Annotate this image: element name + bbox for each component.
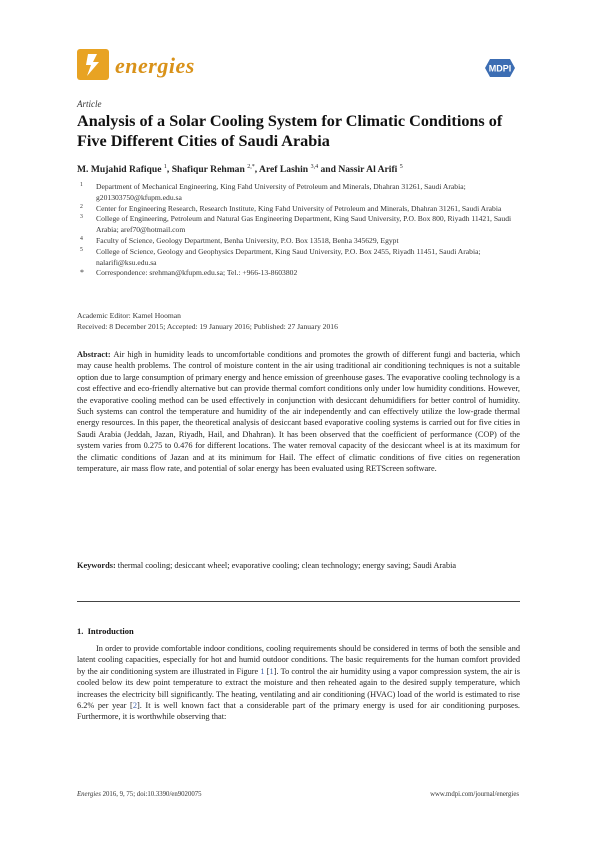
- section-divider: [77, 601, 520, 602]
- energies-logo-icon: [77, 49, 109, 80]
- footer-doi: 2016, 9, 75; doi:10.3390/en9020075: [100, 791, 202, 798]
- footer-url[interactable]: www.mdpi.com/journal/energies: [430, 791, 519, 798]
- keywords: [77, 560, 520, 571]
- affiliation-text: College of Engineering, Petroleum and Natural Gas Engineering Department, King Saud University, P.O. Box 800, Riyadh 11421, Saudi Arabia; aref70@hotmail.com: [96, 214, 512, 235]
- article-type: Article: [77, 99, 102, 109]
- body-text-segment: ]. To control the air humidity using a vapor compression system, the air is cooled below its dew point temperature to extract the moisture and then reheated again to the desired supply temperature, which increases the electricity bill significantly. The heating, ventilating and air conditioning (HVAC) load of the world is estimated to rise 6.2% per year [: [77, 666, 520, 711]
- paper-title: Analysis of a Solar Cooling System for Climatic Conditions of Five Different Cities of Saudi Arabia: [77, 112, 503, 150]
- section-heading: [77, 626, 134, 636]
- abstract: [77, 349, 520, 474]
- author-affil-sup: 2,*: [247, 164, 255, 170]
- affiliation-item: [77, 214, 522, 236]
- body-text-segment: In order to provide comfortable indoor conditions, cooling requirements should be considered in terms of both the sensible and latent cooling capacities, especially for hot and humid outdoor conditions. The basic requirements for the human comfort provided by the air conditioning system are illustrated in Figure: [77, 644, 520, 676]
- affiliation-text: Center for Engineering Research, Research Institute, King Fahd University of Petroleum and Minerals, Dhahran 31261, Saudi Arabia: [96, 203, 502, 213]
- footer-citation: [77, 791, 202, 798]
- affiliation-number: 4: [80, 235, 83, 242]
- affiliation-number: 1: [80, 182, 83, 188]
- abstract-text: Air high in humidity leads to uncomfortable conditions and promotes the growth of different fungi and bacteria, which may cause health problems. The control of moisture content in the air using traditional air conditioning techniques is not a suitable option due to large consumption of primary energy and hence emission of greenhouse gases. The evaporative cooling technology is a cost effective and eco-friendly alternative but can provide thermal comfort conditions only under low humidity conditions. However, the evaporative cooling method can be used effectively in conjunction with desiccant dehumidifiers for better control of humidity. Such systems can control the temperature and humidity of the air independently and can effectively utilize the low-grade thermal energy resources. In this paper, the theoretical analysis of desiccant based evaporative cooling systems is carried out for five cities in Saudi Arabia (Jeddah, Jazan, Riyadh, Hail, and Dhahran). It has been observed that the coefficient of performance (COP) of the system varies from 0.275 to 0.476 for different locations. The water removal capacity of the desiccant wheel is at its maximum for the climatic conditions of Jazan and at its minimum for Hail. The effect of climatic conditions of five cities on regeneration temperature, air mass flow rate, and potential of solar energy has been evaluated using RETScreen software.: [77, 350, 520, 474]
- author-sep: ,: [254, 164, 260, 176]
- affiliation-item: [77, 204, 522, 215]
- affiliation-number: 2: [80, 203, 83, 210]
- academic-editor: Academic Editor: Kamel Hooman: [77, 311, 181, 320]
- section-number: 1.: [77, 626, 84, 636]
- journal-name: energies: [115, 53, 195, 78]
- affiliation-number: 5: [80, 246, 83, 253]
- affiliation-item: [77, 182, 522, 204]
- mdpi-logo-text: MDPI: [488, 63, 512, 74]
- keywords-label: Keywords:: [77, 561, 116, 570]
- author-affil-sup: 3,4: [310, 164, 319, 170]
- author-affil-sup: 1: [163, 164, 167, 170]
- author-list: [77, 164, 527, 175]
- body-text-segment: [: [264, 666, 270, 676]
- affiliation-item: [77, 247, 522, 269]
- affiliations: [77, 182, 522, 279]
- author-sep: ,: [166, 164, 172, 176]
- correspondence-text: Correspondence: srehman@kfupm.edu.sa; Tel.: +966-13-8603802: [96, 268, 298, 278]
- affiliation-text: Department of Mechanical Engineering, King Fahd University of Petroleum and Minerals, Dhahran 31261, Saudi Arabia; g201303750@kfupm.edu.sa: [96, 182, 466, 202]
- footer-journal: Energies: [77, 791, 101, 798]
- correspondence-mark: *: [80, 268, 84, 278]
- abstract-label: Abstract:: [77, 350, 111, 359]
- author-sep: and: [318, 164, 339, 176]
- author-affil-sup: 5: [399, 164, 403, 170]
- figure-link[interactable]: 1: [260, 666, 265, 676]
- editorial-info: [77, 311, 338, 333]
- author-name: Shafiqur Rehman: [171, 164, 245, 176]
- author-name: Aref Lashin: [259, 164, 309, 176]
- author-name: Nassir Al Arifi: [338, 164, 398, 176]
- citation-link[interactable]: 1: [269, 666, 274, 676]
- mdpi-logo-icon: [481, 57, 519, 79]
- affiliation-number: 3: [80, 214, 83, 221]
- keywords-text: thermal cooling; desiccant wheel; evaporative cooling; clean technology; energy saving; Saudi Arabia: [117, 561, 457, 570]
- citation-link[interactable]: 2: [132, 701, 137, 711]
- body-paragraph: [77, 643, 520, 723]
- affiliation-text: College of Science, Geology and Geophysics Department, King Saud University, P.O. Box 2455, Riyadh 11451, Saudi Arabia; nalarifi@ksu.edu.sa: [96, 246, 481, 267]
- correspondence: [77, 268, 522, 279]
- publication-dates: Received: 8 December 2015; Accepted: 19 January 2016; Published: 27 January 2016: [77, 321, 338, 331]
- affiliation-text: Faculty of Science, Geology Department, Benha University, P.O. Box 13518, Benha 345629, Egypt: [96, 235, 399, 245]
- body-text-segment: ]. It is well known fact that a considerable part of the primary energy is used for air conditioning purposes. Furthermore, it is worthwhile observing that:: [77, 701, 520, 722]
- affiliation-item: [77, 236, 522, 247]
- section-title: Introduction: [87, 626, 134, 636]
- author-name: M. Mujahid Rafique: [77, 164, 162, 176]
